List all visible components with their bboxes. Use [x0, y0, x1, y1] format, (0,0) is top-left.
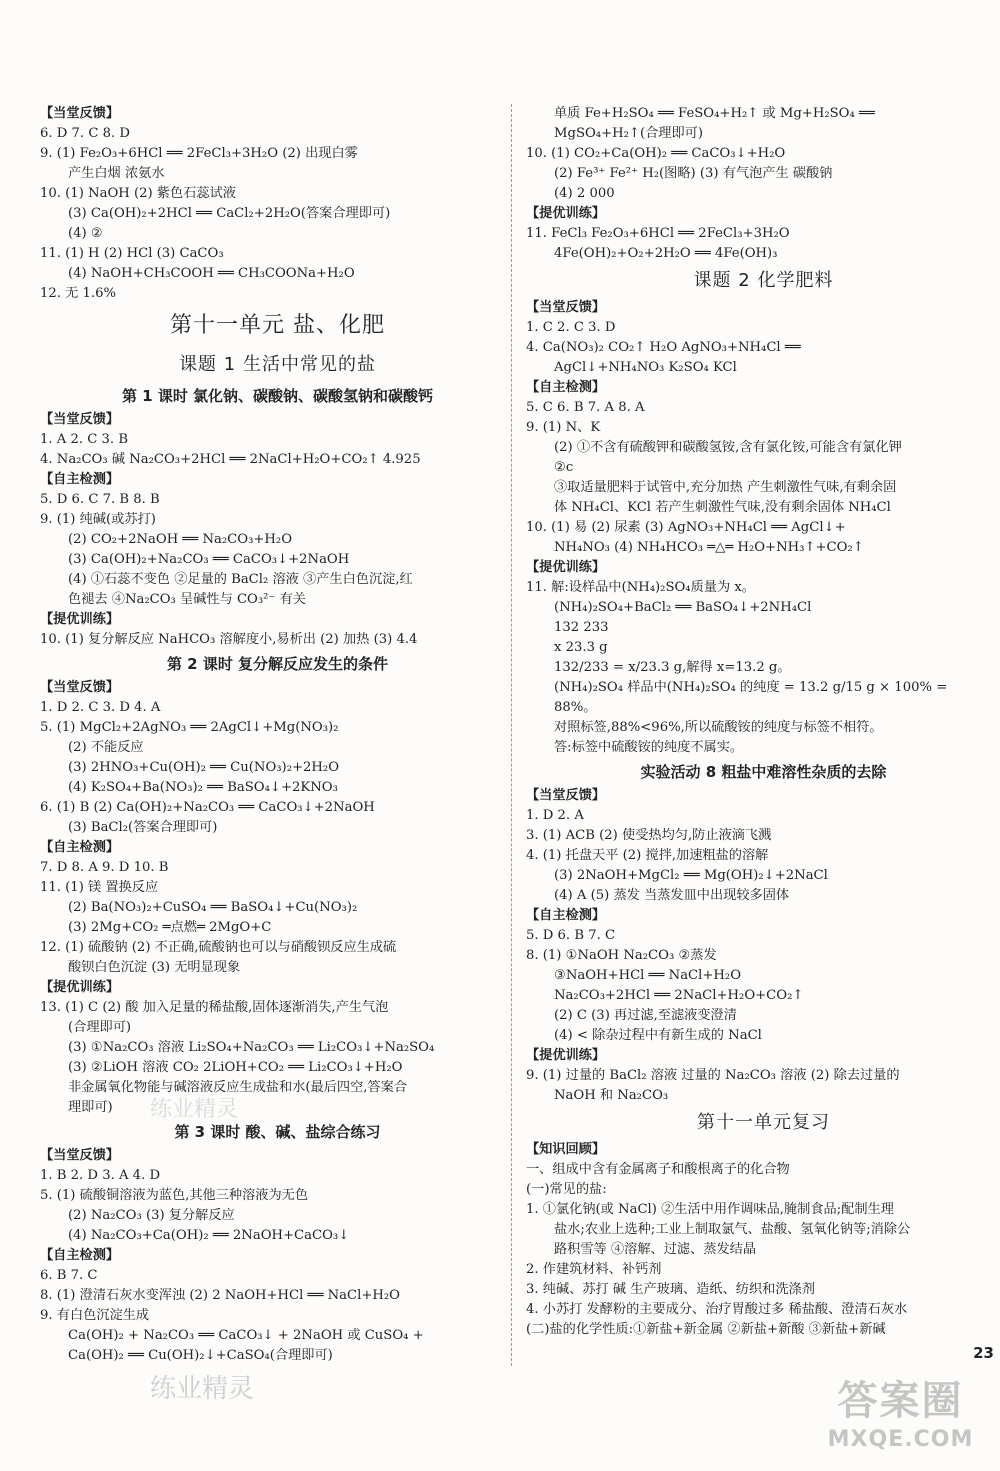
answer-line: 11. (1) 镁 置换反应 [40, 880, 159, 895]
answer-line: ②c [554, 460, 574, 475]
watermark-text: 练业精灵 [150, 1097, 239, 1122]
answer-line: (3) ①Na₂CO₃ 溶液 Li₂SO₄+Na₂CO₃ ══ Li₂CO₃↓+Na₂SO₄ [68, 1040, 435, 1055]
answer-line: 单质 Fe+H₂SO₄ ══ FeSO₄+H₂↑ 或 Mg+H₂SO₄ ══ [554, 106, 875, 121]
watermark-text-bottom: 练业精灵 [150, 1374, 255, 1404]
answer-line: (4) Na₂CO₃+Ca(OH)₂ ══ 2NaOH+CaCO₃↓ [68, 1228, 350, 1243]
section-header: 【当堂反馈】 [40, 680, 120, 695]
lesson-subtitle: 第 2 课时 复分解反应发生的条件 [166, 655, 389, 673]
answer-line: 5. (1) 硫酸铜溶液为蓝色,其他三种溶液为无色 [40, 1188, 309, 1203]
unit-title: 第十一单元 盐、化肥 [170, 313, 385, 338]
section-header: 【提优训练】 [40, 980, 120, 995]
answer-line: 1. D 2. C 3. D 4. A [40, 700, 161, 715]
answer-line: ③取适量肥料于试管中,充分加热 产生刺激性气味,有剩余固 [554, 480, 897, 495]
answer-line: 3. (1) ACB (2) 使受热均匀,防止液滴飞溅 [526, 828, 772, 843]
answer-line: x 23.3 g [554, 640, 608, 655]
answer-line: MgSO₄+H₂↑(合理即可) [554, 126, 704, 141]
logo-url: MXQE.COM [827, 1427, 974, 1452]
answer-line: NH₄NO₃ (4) NH₄HCO₃ ═△═ H₂O+NH₃↑+CO₂↑ [554, 540, 864, 555]
section-header: 【当堂反馈】 [526, 788, 606, 803]
answer-line: (3) BaCl₂(答案合理即可) [68, 820, 218, 835]
section-header: 【自主检测】 [40, 472, 120, 487]
answer-line: 8. (1) 澄清石灰水变浑浊 (2) 2 NaOH+HCl ══ NaCl+H₂O [40, 1288, 400, 1303]
answer-line: 6. D 7. C 8. D [40, 126, 130, 141]
section-header: 【提优训练】 [526, 1048, 606, 1063]
page-number: 23 [973, 1344, 994, 1362]
answer-line: 6. (1) B (2) Ca(OH)₂+Na₂CO₃ ══ CaCO₃↓+2NaOH [40, 800, 375, 815]
lesson-title: 课题 2 化学肥料 [693, 270, 834, 291]
answer-line: 7. D 8. A 9. D 10. B [40, 860, 169, 875]
answer-line: (4) 2 000 [554, 186, 615, 201]
right-column [526, 104, 1000, 1340]
answer-line: 9. (1) 过量的 BaCl₂ 溶液 过量的 Na₂CO₃ 溶液 (2) 除去过量的 [526, 1068, 900, 1083]
answer-line: 9. 有白色沉淀生成 [40, 1308, 150, 1323]
answer-line: 3. 纯碱、苏打 碱 生产玻璃、造纸、纺织和洗涤剂 [526, 1282, 815, 1297]
answer-line: (2) Fe³⁺ Fe²⁺ H₂(图略) (3) 有气泡产生 碳酸钠 [554, 166, 833, 181]
lesson-subtitle: 实验活动 8 粗盐中难溶性杂质的去除 [640, 763, 887, 781]
lesson-subtitle: 第 3 课时 酸、碱、盐综合练习 [174, 1123, 381, 1141]
section-header: 【当堂反馈】 [40, 106, 120, 121]
answer-line: 11. 解:设样品中(NH₄)₂SO₄质量为 x。 [526, 580, 755, 595]
answer-line: (3) Ca(OH)₂+Na₂CO₃ ══ CaCO₃↓+2NaOH [68, 552, 350, 567]
site-logo [813, 1376, 988, 1464]
answer-line: 88%。 [554, 700, 597, 715]
answer-line: 12. (1) 硫酸钠 (2) 不正确,硫酸钠也可以与硝酸钡反应生成硫 [40, 940, 397, 955]
answer-line: 10. (1) 复分解反应 NaHCO₃ 溶解度小,易析出 (2) 加热 (3) 4.4 [40, 632, 418, 647]
answer-line: 8. (1) ①NaOH Na₂CO₃ ②蒸发 [526, 948, 717, 963]
answer-line: 5. D 6. B 7. C [526, 928, 616, 943]
section-header: 【当堂反馈】 [40, 412, 120, 427]
answer-line: 答:标签中硫酸铵的纯度不属实。 [554, 740, 744, 755]
answer-line: Ca(OH)₂ + Na₂CO₃ ══ CaCO₃↓ + 2NaOH 或 CuSO₄ + [68, 1328, 424, 1343]
answer-line: (2) CO₂+2NaOH ══ Na₂CO₃+H₂O [68, 532, 293, 547]
answer-line: 1. D 2. A [526, 808, 584, 823]
answer-line: AgCl↓+NH₄NO₃ K₂SO₄ KCl [554, 360, 737, 375]
lesson-subtitle: 第 1 课时 氯化钠、碳酸钠、碳酸氢钠和碳酸钙 [121, 387, 434, 405]
answer-line: 4. Na₂CO₃ 碱 Na₂CO₃+2HCl ══ 2NaCl+H₂O+CO₂↑ 4.925 [40, 452, 421, 467]
answer-line: 非金属氧化物能与碱溶液反应生成盐和水(最后四空,答案合 [68, 1080, 408, 1095]
answer-line: 路积雪等 ④溶解、过滤、蒸发结晶 [554, 1242, 757, 1257]
answer-line: 色褪去 ④Na₂CO₃ 呈碱性与 CO₃²⁻ 有关 [68, 592, 306, 607]
answer-line: (3) ②LiOH 溶液 CO₂ 2LiOH+CO₂ ══ Li₂CO₃↓+H₂O [68, 1060, 403, 1075]
answer-line: (合理即可) [68, 1020, 132, 1035]
answer-line: 对照标签,88%<96%,所以硫酸铵的纯度与标签不相符。 [554, 720, 883, 735]
answer-line: 2. 作建筑材料、补钙剂 [526, 1262, 662, 1277]
answer-line: (4) K₂SO₄+Ba(NO₃)₂ ══ BaSO₄↓+2KNO₃ [68, 780, 338, 795]
answer-line: Na₂CO₃+2HCl ══ 2NaCl+H₂O+CO₂↑ [554, 988, 804, 1003]
section-header: 【提优训练】 [526, 560, 606, 575]
logo-text: 答案圈 [837, 1378, 964, 1424]
answer-line: 5. D 6. C 7. B 8. B [40, 492, 160, 507]
section-header: 【提优训练】 [526, 206, 606, 221]
answer-line: 体 NH₄Cl、KCl 若产生刺激性气味,没有剩余固体 NH₄Cl [554, 500, 891, 515]
answer-line: (NH₄)₂SO₄ 样品中(NH₄)₂SO₄ 的纯度 = 13.2 g/15 g × 100% = [554, 680, 948, 695]
answer-line: 1. B 2. D 3. A 4. D [40, 1168, 161, 1183]
answer-line: (3) Ca(OH)₂+2HCl ══ CaCl₂+2H₂O(答案合理即可) [68, 206, 391, 221]
section-header: 【自主检测】 [40, 840, 120, 855]
answer-line: 一、组成中含有金属离子和酸根离子的化合物 [526, 1162, 790, 1177]
answer-line: 12. 无 1.6% [40, 286, 117, 301]
answer-line: 9. (1) N、K [526, 420, 601, 435]
answer-line: 1. C 2. C 3. D [526, 320, 616, 335]
answer-line: (二)盐的化学性质:①新盐+新金属 ②新盐+新酸 ③新盐+新碱 [526, 1322, 886, 1337]
left-column [40, 104, 515, 1366]
answer-line: 盐水;农业上选种;工业上制取氯气、盐酸、氢氧化钠等;消除公 [554, 1222, 911, 1237]
answer-line: (4) ② [68, 226, 103, 241]
answer-line: Ca(OH)₂ ══ Cu(OH)₂↓+CaSO₄(合理即可) [68, 1348, 333, 1363]
answer-line: 4. (1) 托盘天平 (2) 搅拌,加速粗盐的溶解 [526, 848, 769, 863]
answer-line: (3) 2NaOH+MgCl₂ ══ Mg(OH)₂↓+2NaCl [554, 868, 828, 883]
section-header: 【当堂反馈】 [40, 1148, 120, 1163]
lesson-title: 课题 1 生活中常见的盐 [179, 354, 376, 375]
answer-line: 1. ①氯化钠(或 NaCl) ②生活中用作调味品,腌制食品;配制生理 [526, 1202, 894, 1217]
answer-line: 9. (1) 纯碱(或苏打) [40, 512, 156, 527]
answer-line: 132/233 = x/23.3 g,解得 x=13.2 g。 [554, 660, 791, 675]
answer-line: (3) 2Mg+CO₂ ═点燃═ 2MgO+C [68, 920, 272, 935]
answer-line: 5. (1) MgCl₂+2AgNO₃ ══ 2AgCl↓+Mg(NO₃)₂ [40, 720, 339, 735]
answer-line: (4) < 除杂过程中有新生成的 NaCl [554, 1028, 762, 1043]
section-header: 【自主检测】 [40, 1248, 120, 1263]
answer-line: (2) C (3) 再过滤,至滤液变澄清 [554, 1008, 737, 1023]
answer-line: 10. (1) NaOH (2) 紫色石蕊试液 [40, 186, 236, 201]
answer-line: 4. Ca(NO₃)₂ CO₂↑ H₂O AgNO₃+NH₄Cl ══ [526, 340, 801, 355]
section-header: 【知识回顾】 [526, 1142, 606, 1157]
lesson-title: 第十一单元复习 [697, 1112, 830, 1133]
answer-line: 1. A 2. C 3. B [40, 432, 129, 447]
answer-line: (2) 不能反应 [68, 740, 144, 755]
answer-line: 11. (1) H (2) HCl (3) CaCO₃ [40, 246, 224, 261]
answer-line: ③NaOH+HCl ══ NaCl+H₂O [554, 968, 742, 983]
section-header: 【自主检测】 [526, 908, 606, 923]
answer-line: 理即可) [68, 1100, 113, 1115]
answer-line: (4) A (5) 蒸发 当蒸发皿中出现较多固体 [554, 888, 790, 903]
column-divider [511, 104, 512, 1366]
answer-line: (4) ①石蕊不变色 ②足量的 BaCl₂ 溶液 ③产生白色沉淀,红 [68, 572, 413, 587]
answer-line: 5. C 6. B 7. A 8. A [526, 400, 645, 415]
answer-line: 11. FeCl₃ Fe₂O₃+6HCl ══ 2FeCl₃+3H₂O [526, 226, 790, 241]
answer-line: 10. (1) CO₂+Ca(OH)₂ ══ CaCO₃↓+H₂O [526, 146, 786, 161]
answer-line: NaOH 和 Na₂CO₃ [554, 1088, 669, 1103]
answer-line: 酸钡白色沉淀 (3) 无明显现象 [68, 960, 241, 975]
section-header: 【当堂反馈】 [526, 300, 606, 315]
section-header: 【提优训练】 [40, 612, 120, 627]
answer-line: 产生白烟 浓氨水 [68, 166, 165, 181]
answer-line: 9. (1) Fe₂O₃+6HCl ══ 2FeCl₃+3H₂O (2) 出现白雾 [40, 146, 358, 161]
answer-line: 6. B 7. C [40, 1268, 98, 1283]
answer-line: 132 233 [554, 620, 609, 635]
answer-line: (NH₄)₂SO₄+BaCl₂ ══ BaSO₄↓+2NH₄Cl [554, 600, 812, 615]
answer-line: 10. (1) 易 (2) 尿素 (3) AgNO₃+NH₄Cl ══ AgCl↓+ [526, 520, 846, 535]
answer-line: (一)常见的盐: [526, 1182, 607, 1197]
answer-line: 4. 小苏打 发酵粉的主要成分、治疗胃酸过多 稀盐酸、澄清石灰水 [526, 1302, 908, 1317]
answer-line: (2) Ba(NO₃)₂+CuSO₄ ══ BaSO₄↓+Cu(NO₃)₂ [68, 900, 358, 915]
answer-line: (2) Na₂CO₃ (3) 复分解反应 [68, 1208, 235, 1223]
answer-line: (3) 2HNO₃+Cu(OH)₂ ══ Cu(NO₃)₂+2H₂O [68, 760, 340, 775]
section-header: 【自主检测】 [526, 380, 606, 395]
answer-line: (4) NaOH+CH₃COOH ══ CH₃COONa+H₂O [68, 266, 355, 281]
answer-line: 4Fe(OH)₂+O₂+2H₂O ══ 4Fe(OH)₃ [554, 246, 778, 261]
answer-line: 13. (1) C (2) 酸 加入足量的稀盐酸,固体逐渐消失,产生气泡 [40, 1000, 389, 1015]
answer-line: (2) ①不含有硫酸钾和碳酸氢铵,含有氯化铵,可能含有氯化钾 [554, 440, 902, 455]
